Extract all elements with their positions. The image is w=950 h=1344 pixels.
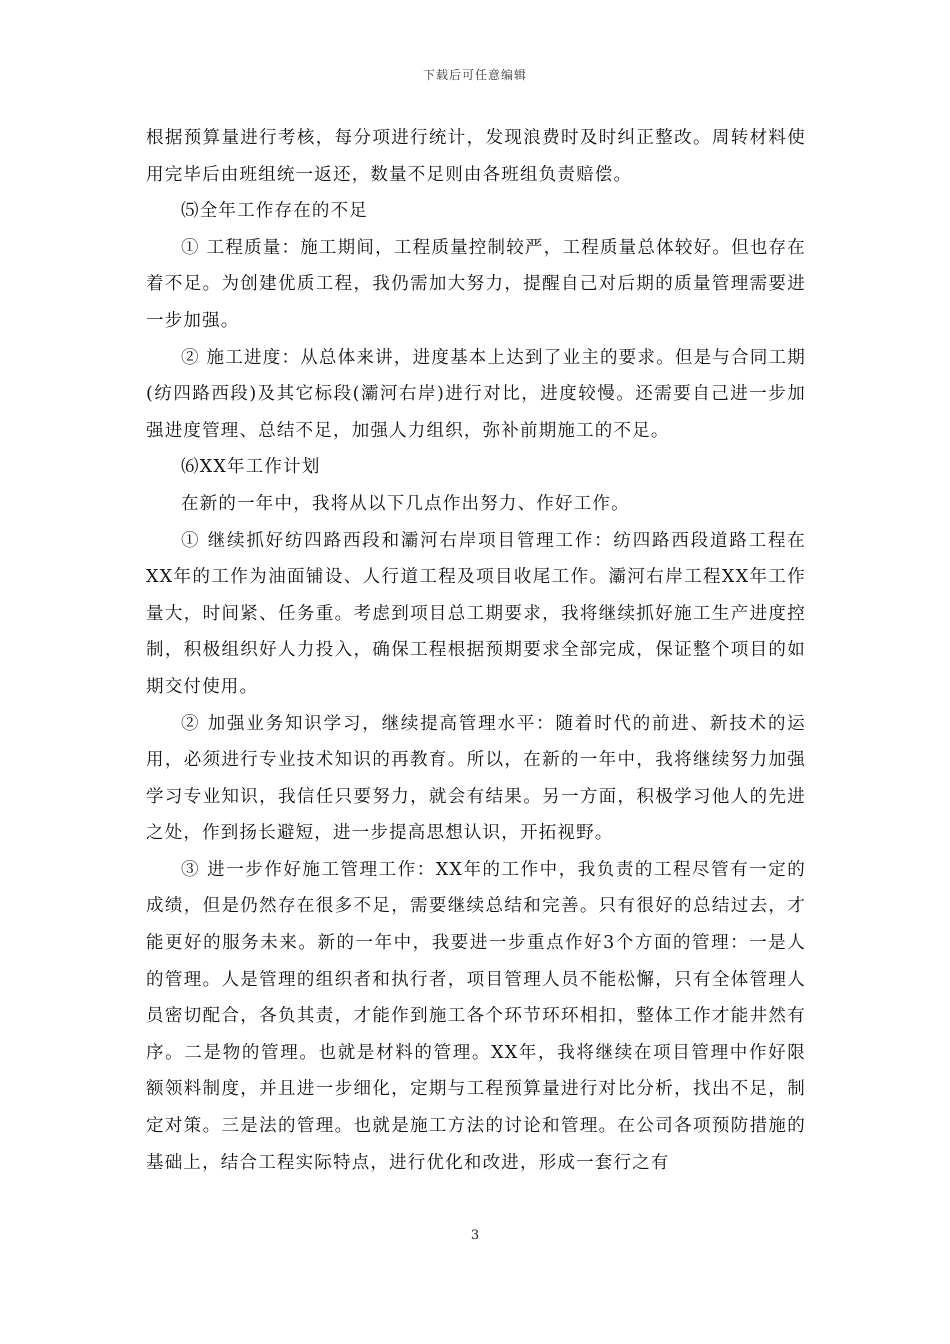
paragraph: 在新的一年中，我将从以下几点作出努力、作好工作。 [181,493,630,514]
paragraph: ② 施工进度：从总体来讲，进度基本上达到了业主的要求。但是与合同工期(纺四路西段)及其它标段(灞河右岸)进行对比，进度较慢。还需要自己进一步加强进度管理、总结不足，加强人力组织，弥补前期施工的不足。 [146,347,806,441]
paragraph: ① 继续抓好纺四路西段和灞河右岸项目管理工作：纺四路西段道路工程在XX年的工作为油面铺设、人行道工程及项目收尾工作。灞河右岸工程XX年工作量大，时间紧、任务重。考虑到项目总工期要求，我将继续抓好施工生产进度控制，积极组织好人力投入，确保工程根据预期要求全部完成，保证整个项目的如期交付使用。 [146,530,806,697]
section-heading: ⑹XX年工作计划 [181,457,321,478]
page-number: 3 [470,1228,480,1243]
section-heading: ⑸全年工作存在的不足 [181,201,368,222]
document-body [146,120,806,1181]
page-header: 下载后可任意编辑 [422,68,527,82]
paragraph: ② 加强业务知识学习，继续提高管理水平：随着时代的前进、新技术的运用，必须进行专业技术知识的再教育。所以，在新的一年中，我将继续努力加强学习专业知识，我信任只要努力，就会有结果。另一方面，积极学习他人的先进之处，作到扬长避短，进一步提高思想认识，开拓视野。 [146,713,806,844]
paragraph: ③ 进一步作好施工管理工作：XX年的工作中，我负责的工程尽管有一定的成绩，但是仍然存在很多不足，需要继续总结和完善。只有很好的总结过去，才能更好的服务未来。新的一年中，我要进一步重点作好3个方面的管理：一是人的管理。人是管理的组织者和执行者，项目管理人员不能松懈，只有全体管理人员密切配合，各负其责，才能作到施工各个环节环环相扣，整体工作才能井然有序。二是物的管理。也就是材料的管理。XX年，我将继续在项目管理中作好限额领料制度，并且进一步细化，定期与工程预算量进行对比分析，找出不足，制定对策。三是法的管理。也就是施工方法的讨论和管理。在公司各项预防措施的基础上，结合工程实际特点，进行优化和改进，形成一套行之有 [146,859,806,1173]
paragraph: 根据预算量进行考核，每分项进行统计，发现浪费时及时纠正整改。周转材料使用完毕后由班组统一返还，数量不足则由各班组负责赔偿。 [146,128,806,185]
paragraph: ① 工程质量：施工期间，工程质量控制较严，工程质量总体较好。但也存在着不足。为创建优质工程，我仍需加大努力，提醒自己对后期的质量管理需要进一步加强。 [146,237,806,331]
